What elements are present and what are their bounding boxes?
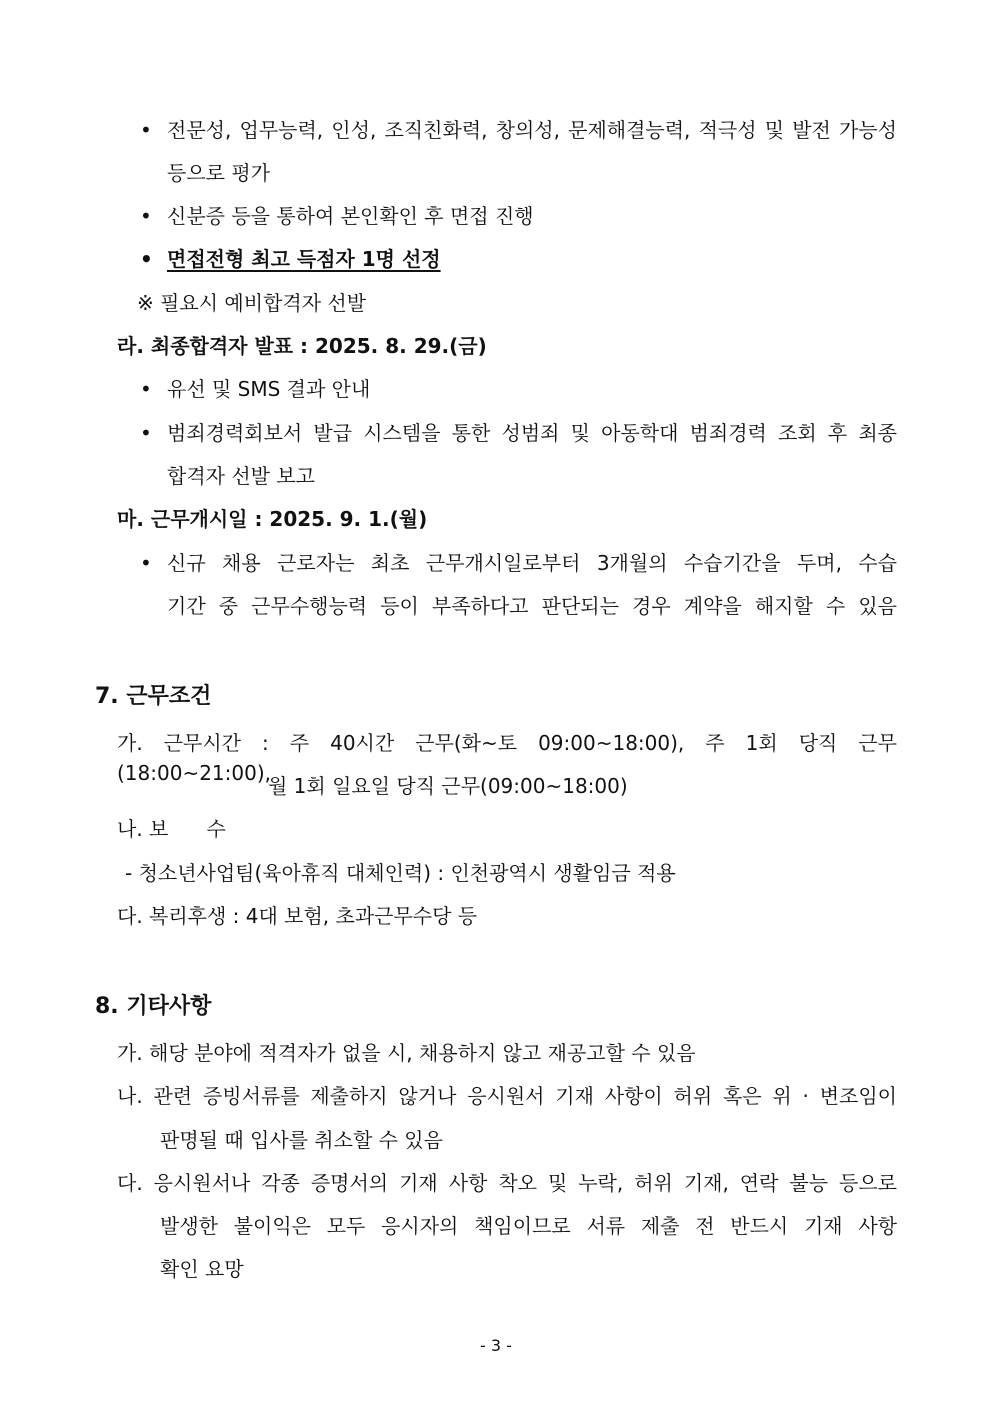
interview-criteria-line1: 전문성, 업무능력, 인성, 조직친화력, 창의성, 문제해결능력, 적극성 및 발전 가능성 [167, 118, 897, 142]
result-notice-item: 유선 및 SMS 결과 안내 [167, 377, 371, 401]
bullet-icon: • [140, 247, 153, 271]
other-item-da-line3: 확인 요망 [160, 1257, 244, 1281]
probation-line2: 기간 중 근무수행능력 등이 부족하다고 판단되는 경우 계약을 해지할 수 있음 [167, 594, 897, 618]
start-date-title: 마. 근무개시일 : 2025. 9. 1.(월) [117, 507, 428, 531]
salary-item: - 청소년사업팀(육아휴직 대체인력) : 인천광역시 생활임금 적용 [125, 861, 676, 885]
criminal-record-check-line1: 범죄경력회보서 발급 시스템을 통한 성범죄 및 아동학대 범죄경력 조회 후 최종 [167, 421, 897, 445]
bullet-icon: • [140, 421, 152, 445]
top-scorer-selection-item: 면접전형 최고 득점자 1명 선정 [167, 247, 441, 271]
reserve-note: ※ 필요시 예비합격자 선발 [137, 291, 367, 315]
final-announcement-title: 라. 최종합격자 발표 : 2025. 8. 29.(금) [117, 334, 487, 358]
identity-check-item: 신분증 등을 통하여 본인확인 후 면접 진행 [167, 204, 534, 228]
other-item-na-line1: 나. 관련 증빙서류를 제출하지 않거나 응시원서 기재 사항이 허위 혹은 위 · 변조임이 [117, 1084, 897, 1108]
work-hours-line1: 가. 근무시간 : 주 40시간 근무(화~토 09:00~18:00), 주 1회 당직 근무(18:00~21:00), [117, 731, 897, 785]
bullet-icon: • [140, 377, 152, 401]
work-hours-line2: 월 1회 일요일 당직 근무(09:00~18:00) [268, 774, 628, 798]
benefits-item: 다. 복리후생 : 4대 보험, 초과근무수당 등 [117, 904, 478, 928]
other-item-da-line1: 다. 응시원서나 각종 증명서의 기재 사항 착오 및 누락, 허위 기재, 연락 불능 등으로 [117, 1171, 897, 1195]
other-item-ga: 가. 해당 분야에 적격자가 없을 시, 채용하지 않고 재공고할 수 있음 [117, 1041, 696, 1065]
salary-title: 나. 보 수 [117, 817, 226, 841]
other-item-na-line2: 판명될 때 입사를 취소할 수 있음 [160, 1128, 443, 1152]
criminal-record-check-line2: 합격자 선발 보고 [167, 464, 315, 488]
probation-line1: 신규 채용 근로자는 최초 근무개시일로부터 3개월의 수습기간을 두며, 수습 [167, 551, 897, 575]
bullet-icon: • [140, 551, 152, 575]
bullet-icon: • [140, 118, 152, 142]
other-item-da-line2: 발생한 불이익은 모두 응시자의 책임이므로 서류 제출 전 반드시 기재 사항 [160, 1214, 897, 1238]
section-8-title: 8. 기타사항 [95, 994, 212, 1019]
interview-criteria-line2: 등으로 평가 [167, 161, 270, 185]
bullet-icon: • [140, 204, 152, 228]
section-7-title: 7. 근무조건 [95, 684, 212, 709]
page-number: - 3 - [480, 1336, 512, 1355]
